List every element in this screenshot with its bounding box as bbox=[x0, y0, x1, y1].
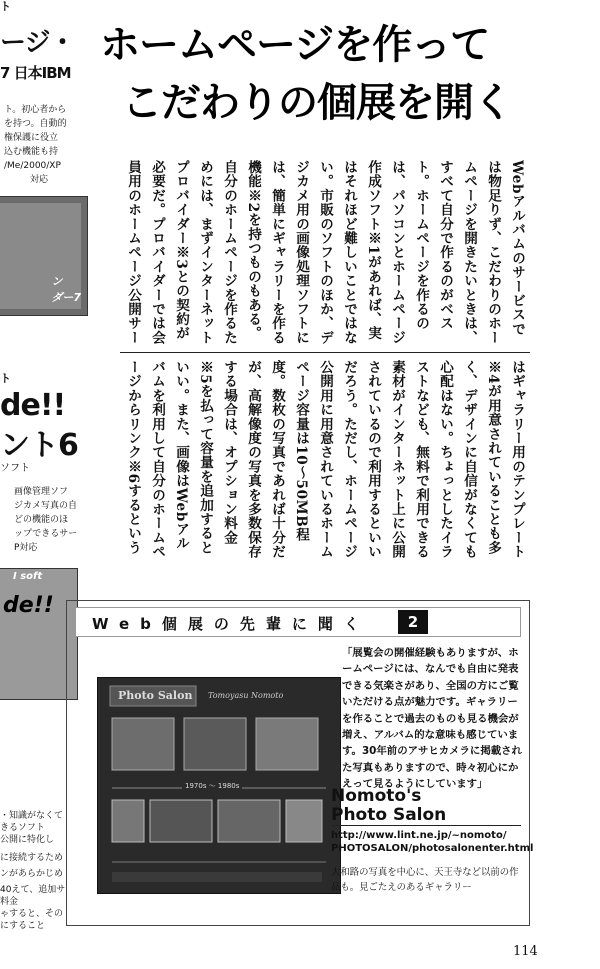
screenshot-author-signature: Tomoyasu Nomoto bbox=[208, 691, 284, 700]
left-text-line: 画像管理ソフ bbox=[14, 487, 69, 497]
package-brand: I soft bbox=[13, 571, 43, 582]
package-label-1: ン ダー7 bbox=[51, 275, 81, 304]
left-text-line: 公開に特化し bbox=[0, 835, 55, 845]
left-section2-sub: ソフト bbox=[0, 463, 30, 474]
left-version-maker: 7 日本IBM bbox=[0, 64, 71, 82]
web-exhibition-box bbox=[66, 600, 534, 926]
left-text-line: 料金 bbox=[0, 897, 19, 907]
salon-url-line-2[interactable]: PHOTOSALON/photosalonenter.html bbox=[331, 843, 534, 854]
web-box-title: Web個展の先輩に聞く bbox=[92, 615, 370, 633]
salon-name-line-1: Nomoto's bbox=[331, 786, 422, 806]
url-divider bbox=[331, 825, 521, 826]
web-box-number: 2 bbox=[398, 610, 428, 634]
left-text-line: ンがあらかじめ bbox=[0, 869, 64, 879]
page-number: 114 bbox=[513, 944, 538, 959]
web-box-header bbox=[75, 607, 521, 637]
left-section2-title-1: de!! bbox=[0, 388, 66, 423]
left-text-line: ト。初心者から bbox=[4, 105, 67, 115]
screenshot-years: 1970s ～ 1980s bbox=[182, 781, 242, 791]
left-text-line: を持つ。自動的 bbox=[4, 119, 67, 129]
section-divider bbox=[120, 352, 530, 353]
interview-quote: 「展覧会の開催経験もありますが、ホームページには、なんでも自由に発表できる気楽さがあり、全国の方にご覧いただける点が魅力です。ギャラリーを作ることで過去のものも見る機会が増え、アルバム的な意味も感じています。30年前のアサヒカメラに掲載された写真もありますので、時々初心にかえって見るようにしています」 bbox=[342, 647, 522, 791]
website-screenshot bbox=[97, 677, 341, 894]
left-text-line: に接続するため bbox=[0, 853, 64, 863]
headline-line-1: ホームページを作って bbox=[100, 22, 490, 68]
package-label-2: de!! bbox=[3, 593, 54, 618]
salon-url[interactable] bbox=[331, 829, 533, 855]
left-text-line: 権保護に役立 bbox=[4, 133, 59, 143]
salon-name bbox=[331, 787, 446, 825]
left-text-line: 対応 bbox=[30, 175, 49, 185]
screenshot-site-title: Photo Salon bbox=[118, 689, 193, 702]
left-section2-header: ト bbox=[0, 372, 11, 385]
left-text-line: きるソフト bbox=[0, 823, 45, 833]
left-text-line: ップできるサー bbox=[14, 529, 78, 539]
left-text-line: にすること bbox=[0, 921, 46, 931]
left-text-line: 込む機能も持 bbox=[4, 147, 59, 157]
salon-description: 大和路の写真を中心に、天王寺など以前の作品も。見ごたえのあるギャラリー bbox=[331, 867, 519, 893]
left-text-line: どの機能のほ bbox=[14, 515, 69, 525]
software-package-image-1 bbox=[0, 196, 88, 316]
headline-line-2: こだわりの個展を開く bbox=[122, 80, 512, 126]
left-text-line: /Me/2000/XP bbox=[4, 161, 61, 171]
left-text-line: 40えて、追加サ bbox=[0, 885, 66, 895]
left-text-line: ジカメ写真の自 bbox=[14, 501, 78, 511]
left-section2-title-2: ント6 bbox=[0, 428, 78, 463]
left-text-line: ゃすると、その bbox=[0, 909, 64, 919]
left-text-line: ・知識がなくて bbox=[0, 811, 64, 821]
left-header-top: ト bbox=[0, 0, 11, 13]
salon-url-line-1[interactable]: http://www.lint.ne.jp/~nomoto/ bbox=[331, 830, 507, 841]
article-body-lower: はギャラリー用のテンプレート※4が用意されていることも多く、デザインに自信がなくても心配はない。ちょっとしたイラストなども、無料で利用できる素材がインターネット上に公開されているので利用するといいだろう。ただし、ホームページ公開用に用意されているホームページ容量は10〜50MB程度。数枚の写真であれば十分だが、高解像度の写真を多数保存する場合は、オプション料金※5を払って容量を追加するといい。また、画像はWebアルバムを利用して自分のホームページからリンク※6するという bbox=[125, 360, 525, 559]
left-product-title: ージ・ bbox=[0, 28, 75, 58]
salon-name-line-2: Photo Salon bbox=[331, 805, 447, 825]
article-body-upper: Webアルバムのサービスでは物足りず、こだわりのホームページを開きたいときは、すべて自分で作るのがベスト。ホームページを作るのは、パソコンとホームページ作成ソフト※1があれば、実はそれほど難しいことではない。市販のソフトのほか、デジカメ用の画像処理ソフトには、簡単にギャラリーを作る機能※2を持つものもある。自分のホームページを作るためには、まずインターネットプロバイダー※3との契約が必要だ。プロバイダーでは会員用のホームページ公開サー bbox=[125, 160, 525, 345]
left-text-line: P対応 bbox=[14, 543, 38, 553]
